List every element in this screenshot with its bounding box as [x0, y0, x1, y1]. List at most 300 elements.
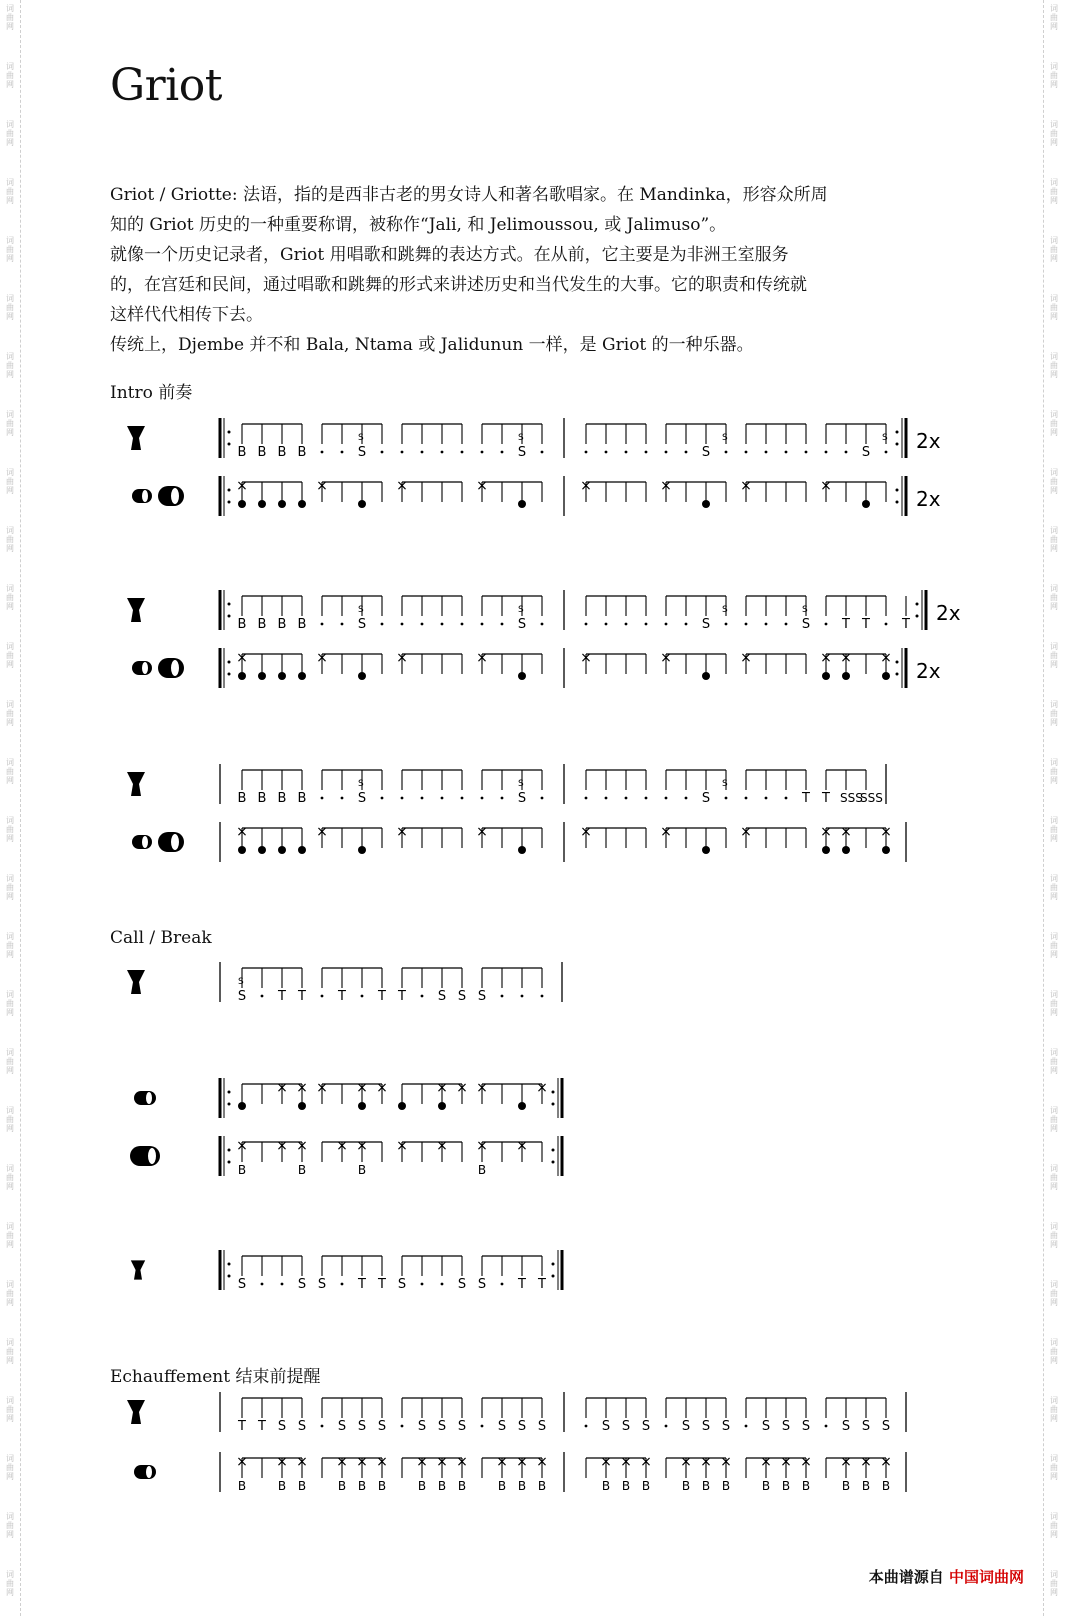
- stroke-label: S: [601, 1419, 611, 1434]
- rest-dot: [665, 797, 668, 800]
- bass-label: B: [601, 1479, 611, 1493]
- rest-dot: [501, 623, 504, 626]
- bass-label: B: [297, 1163, 307, 1177]
- rest-dot: [745, 451, 748, 454]
- repeat-end: [552, 1136, 563, 1176]
- bell-hit: ×: [660, 478, 672, 494]
- stroke-label: S: [357, 791, 367, 806]
- notation-svg: [120, 1250, 1000, 1310]
- stroke-label: T: [822, 791, 830, 806]
- bell-hit: ×: [740, 650, 752, 666]
- stroke-label: S: [881, 1419, 891, 1434]
- watermark-mark: 词 曲 网: [1050, 62, 1058, 89]
- stroke-label: S: [437, 989, 447, 1004]
- stroke-label: S: [297, 1277, 307, 1292]
- notation-row-call-dundun1: [120, 1078, 1000, 1138]
- bass-label: B: [801, 1479, 811, 1493]
- watermark-mark: 词 曲 网: [1050, 1106, 1058, 1133]
- notation-row-intro2-djembe: [120, 590, 1000, 650]
- stroke-label: B: [257, 617, 267, 632]
- stroke-label: B: [297, 617, 307, 632]
- flam-grace: S: [722, 779, 728, 789]
- stroke-label: S: [237, 1277, 247, 1292]
- description-line: 知的 Griot 历史的一种重要称谓，被称作“Jali, 和 Jelimoussou, 或 Jalimuso”。: [110, 215, 727, 235]
- drum-hit: [238, 672, 246, 680]
- rest-dot: [605, 623, 608, 626]
- rest-dot: [461, 623, 464, 626]
- watermark-mark: 词 曲 网: [1050, 526, 1058, 553]
- stroke-label: T: [378, 989, 386, 1004]
- drum-hit: [702, 846, 710, 854]
- djembe-icon: [127, 426, 145, 450]
- stroke-label: S: [317, 1277, 327, 1292]
- stroke-label: S: [517, 617, 527, 632]
- watermark-mark: 词 曲 网: [6, 758, 14, 785]
- watermark-mark: 词 曲 网: [1050, 642, 1058, 669]
- bell-hit: ×: [780, 1454, 792, 1470]
- drum-hit: [298, 1102, 306, 1110]
- bell-hit: ×: [476, 478, 488, 494]
- watermark-mark: 词 曲 网: [6, 1164, 14, 1191]
- stroke-label: S: [701, 445, 711, 460]
- section-call-label: Call / Break: [110, 928, 212, 948]
- stroke-label: S: [297, 1419, 307, 1434]
- bell-hit: ×: [580, 824, 592, 840]
- stroke-label: T: [902, 617, 910, 632]
- bell-hit: ×: [536, 1080, 548, 1096]
- bass-label: B: [357, 1163, 367, 1177]
- stroke-label: T: [298, 989, 306, 1004]
- bass-label: B: [781, 1479, 791, 1493]
- rest-dot: [845, 451, 848, 454]
- bell-hit: ×: [236, 478, 248, 494]
- watermark-mark: 词 曲 网: [1050, 1280, 1058, 1307]
- description-line: 就像一个历史记录者，Griot 用唱歌和跳舞的表达方式。在从前，它主要是为非洲王室服务: [110, 245, 789, 265]
- repeat-start: [220, 476, 231, 516]
- rest-dot: [785, 451, 788, 454]
- bell-hit: ×: [580, 478, 592, 494]
- flam-grace: S: [722, 433, 728, 443]
- bass-label: B: [537, 1479, 547, 1493]
- repeat-count: 2x: [916, 659, 941, 683]
- watermark-mark: 词 曲 网: [1050, 700, 1058, 727]
- bell-hit: ×: [276, 1454, 288, 1470]
- bass-label: B: [701, 1479, 711, 1493]
- drum-hit: [258, 672, 266, 680]
- watermark-mark: 词 曲 网: [6, 352, 14, 379]
- flam-grace: S: [358, 605, 364, 615]
- rest-dot: [885, 623, 888, 626]
- bass-label: B: [237, 1163, 247, 1177]
- description-line: 传统上，Djembe 并不和 Bala, Ntama 或 Jalidunun 一样，是 Griot 的一种乐器。: [110, 335, 754, 355]
- stroke-label: S: [701, 1419, 711, 1434]
- drum-hit: [882, 846, 890, 854]
- bell-hit: ×: [436, 1080, 448, 1096]
- watermark-mark: 词 曲 网: [1050, 178, 1058, 205]
- rest-dot: [421, 995, 424, 998]
- repeat-end: [896, 418, 907, 458]
- flam-grace: S: [802, 605, 808, 615]
- flam-grace: S: [358, 433, 364, 443]
- rest-dot: [765, 623, 768, 626]
- watermark-mark: 词 曲 网: [6, 468, 14, 495]
- watermark-mark: 词 曲 网: [6, 700, 14, 727]
- section-echauffement-label: Echauffement 结束前提醒: [110, 1367, 321, 1387]
- rest-dot: [541, 623, 544, 626]
- watermark-mark: 词 曲 网: [1050, 410, 1058, 437]
- rest-dot: [541, 451, 544, 454]
- stroke-label: S: [701, 791, 711, 806]
- watermark-mark: 词 曲 网: [1050, 816, 1058, 843]
- bass-label: B: [681, 1479, 691, 1493]
- watermark-mark: 词 曲 网: [6, 120, 14, 147]
- rest-dot: [605, 797, 608, 800]
- watermark-mark: 词 曲 网: [1050, 236, 1058, 263]
- rest-dot: [441, 451, 444, 454]
- bass-label: B: [761, 1479, 771, 1493]
- bell-hit: ×: [336, 1138, 348, 1154]
- rest-dot: [481, 451, 484, 454]
- watermark-mark: 词 曲 网: [1050, 1164, 1058, 1191]
- bass-label: B: [357, 1479, 367, 1493]
- watermark-mark: 词 曲 网: [1050, 990, 1058, 1017]
- rest-dot: [421, 623, 424, 626]
- notation-svg: [120, 962, 1000, 1022]
- drum-hit: [238, 846, 246, 854]
- repeat-start: [220, 648, 231, 688]
- stroke-label: B: [297, 445, 307, 460]
- flam-grace: S: [358, 779, 364, 789]
- watermark-mark: 词 曲 网: [6, 1338, 14, 1365]
- rest-dot: [441, 797, 444, 800]
- bell-hit: ×: [880, 650, 892, 666]
- bass-label: B: [841, 1479, 851, 1493]
- watermark-mark: 词 曲 网: [6, 874, 14, 901]
- rest-dot: [421, 1283, 424, 1286]
- watermark-mark: 词 曲 网: [6, 410, 14, 437]
- stroke-label: S: [477, 989, 487, 1004]
- stroke-label: S: [277, 1419, 287, 1434]
- watermark-mark: 词 曲 网: [6, 178, 14, 205]
- stroke-label: T: [842, 617, 850, 632]
- repeat-end: [552, 1250, 563, 1290]
- stroke-label: S: [377, 1419, 387, 1434]
- bell-hit: ×: [516, 1138, 528, 1154]
- stroke-label: B: [277, 791, 287, 806]
- repeat-start: [220, 1250, 231, 1290]
- watermark-mark: 词 曲 网: [1050, 874, 1058, 901]
- stroke-label: SSS: [840, 791, 863, 805]
- djembe-icon: [127, 970, 145, 994]
- bell-hit: ×: [336, 1454, 348, 1470]
- stroke-label: S: [357, 617, 367, 632]
- bell-hit: ×: [456, 1454, 468, 1470]
- drum-hit: [398, 1102, 406, 1110]
- watermark-mark: 词 曲 网: [1050, 758, 1058, 785]
- rest-dot: [725, 623, 728, 626]
- drum-hit: [882, 672, 890, 680]
- watermark-mark: 词 曲 网: [6, 1106, 14, 1133]
- rest-dot: [341, 623, 344, 626]
- watermark-mark: 词 曲 网: [6, 1396, 14, 1423]
- rest-dot: [441, 1283, 444, 1286]
- drum-hit: [702, 672, 710, 680]
- bell-hit: ×: [740, 824, 752, 840]
- flam-grace: S: [518, 605, 524, 615]
- repeat-end: [916, 590, 927, 630]
- bell-hit: ×: [516, 1454, 528, 1470]
- bell-hit: ×: [376, 1080, 388, 1096]
- bell-hit: ×: [316, 650, 328, 666]
- rest-dot: [541, 995, 544, 998]
- drum-hit: [822, 672, 830, 680]
- djembe-icon: [127, 772, 145, 796]
- rest-dot: [745, 1425, 748, 1428]
- stroke-label: S: [517, 445, 527, 460]
- description-line: Griot / Griotte: 法语，指的是西非古老的男女诗人和著名歌唱家。在 Mandinka，形容众所周: [110, 185, 828, 205]
- bell-hit: ×: [476, 1138, 488, 1154]
- stroke-label: T: [802, 791, 810, 806]
- stroke-label: T: [258, 1419, 266, 1434]
- watermark-mark: 词 曲 网: [1050, 468, 1058, 495]
- drum-hit: [702, 500, 710, 508]
- stroke-label: S: [861, 1419, 871, 1434]
- rest-dot: [381, 623, 384, 626]
- rest-dot: [825, 1425, 828, 1428]
- rest-dot: [281, 1283, 284, 1286]
- drum-hit: [258, 500, 266, 508]
- bass-label: B: [497, 1479, 507, 1493]
- rest-dot: [321, 995, 324, 998]
- rest-dot: [625, 623, 628, 626]
- bell-hit: ×: [476, 1080, 488, 1096]
- bell-hit: ×: [316, 1080, 328, 1096]
- bell-hit: ×: [860, 1454, 872, 1470]
- repeat-start: [220, 590, 231, 630]
- bell-hit: ×: [296, 1138, 308, 1154]
- watermark-mark: 词 曲 网: [6, 526, 14, 553]
- flam-grace: S: [238, 977, 244, 987]
- watermark-mark: 词 曲 网: [1050, 1396, 1058, 1423]
- rest-dot: [381, 797, 384, 800]
- repeat-count: 2x: [916, 487, 941, 511]
- watermark-mark: 词 曲 网: [6, 642, 14, 669]
- rest-dot: [745, 797, 748, 800]
- rest-dot: [805, 451, 808, 454]
- bell-hit: ×: [296, 1080, 308, 1096]
- bell-hit: ×: [840, 824, 852, 840]
- rest-dot: [825, 451, 828, 454]
- watermark-mark: 词 曲 网: [1050, 1338, 1058, 1365]
- watermark-mark: 词 曲 网: [1050, 1222, 1058, 1249]
- stroke-label: T: [862, 617, 870, 632]
- rest-dot: [825, 623, 828, 626]
- bell-hit: ×: [296, 1454, 308, 1470]
- page-title: Griot: [110, 60, 222, 111]
- bell-hit: ×: [880, 824, 892, 840]
- rest-dot: [885, 451, 888, 454]
- bell-hit: ×: [396, 824, 408, 840]
- rest-dot: [785, 797, 788, 800]
- notation-svg: [120, 1452, 1000, 1512]
- bell-hit: ×: [276, 1080, 288, 1096]
- stroke-label: S: [721, 1419, 731, 1434]
- rest-dot: [461, 797, 464, 800]
- bell-hit: ×: [700, 1454, 712, 1470]
- footer-site: 中国词曲网: [948, 1568, 1024, 1586]
- stroke-label: S: [357, 445, 367, 460]
- rest-dot: [481, 1425, 484, 1428]
- stroke-label: S: [701, 617, 711, 632]
- stroke-label: S: [237, 989, 247, 1004]
- rest-dot: [461, 451, 464, 454]
- bell-hit: ×: [416, 1454, 428, 1470]
- watermark-mark: 词 曲 网: [1050, 120, 1058, 147]
- bass-label: B: [297, 1479, 307, 1493]
- description-line: 的，在宫廷和民间，通过唱歌和跳舞的形式来讲述历史和当代发生的大事。它的职责和传统就: [110, 275, 807, 295]
- notation-row-intro3-dundun: [120, 822, 1000, 882]
- bass-label: B: [377, 1479, 387, 1493]
- bell-hit: ×: [456, 1080, 468, 1096]
- bass-label: B: [881, 1479, 891, 1493]
- stroke-label: S: [781, 1419, 791, 1434]
- repeat-count: 2x: [916, 429, 941, 453]
- stroke-label: T: [398, 989, 406, 1004]
- stroke-label: B: [297, 791, 307, 806]
- stroke-label: T: [518, 1277, 526, 1292]
- stroke-label: S: [801, 617, 811, 632]
- repeat-start: [220, 1136, 231, 1176]
- source-footer: [869, 1566, 1024, 1587]
- watermark-mark: 词 曲 网: [6, 1454, 14, 1481]
- bell-hit: ×: [496, 1454, 508, 1470]
- drum-hit: [862, 500, 870, 508]
- stroke-label: S: [801, 1419, 811, 1434]
- description-line: 这样代代相传下去。: [110, 305, 263, 325]
- notation-svg: [120, 1136, 1000, 1196]
- notation-row-call-djembe: [120, 962, 1000, 1022]
- bell-hit: ×: [880, 1454, 892, 1470]
- rest-dot: [501, 451, 504, 454]
- repeat-count: 2x: [936, 601, 961, 625]
- drum-hit: [822, 846, 830, 854]
- bell-hit: ×: [236, 1138, 248, 1154]
- stroke-label: B: [257, 791, 267, 806]
- bass-label: B: [517, 1479, 527, 1493]
- bell-hit: ×: [436, 1454, 448, 1470]
- watermark-mark: 词 曲 网: [1050, 4, 1058, 31]
- watermark-mark: 词 曲 网: [6, 584, 14, 611]
- drum-hit: [238, 500, 246, 508]
- rest-dot: [765, 797, 768, 800]
- bell-hit: ×: [476, 824, 488, 840]
- drum-hit: [518, 846, 526, 854]
- drum-hit: [238, 1102, 246, 1110]
- notation-row-call-dundun2: [120, 1136, 1000, 1196]
- dundun-small-icon: [134, 1091, 156, 1105]
- drum-hit: [278, 672, 286, 680]
- watermark-mark: 词 曲 网: [1050, 1454, 1058, 1481]
- bell-hit: ×: [820, 478, 832, 494]
- drum-hit: [298, 672, 306, 680]
- flam-grace: S: [882, 433, 888, 443]
- bell-hit: ×: [236, 650, 248, 666]
- notation-svg: [120, 418, 1000, 478]
- notation-row-intro1-dundun: [120, 476, 1000, 536]
- rest-dot: [401, 797, 404, 800]
- flam-grace: S: [518, 433, 524, 443]
- bell-hit: ×: [236, 1454, 248, 1470]
- rest-dot: [585, 797, 588, 800]
- bell-hit: ×: [620, 1454, 632, 1470]
- rest-dot: [645, 451, 648, 454]
- stroke-label: B: [277, 617, 287, 632]
- drum-hit: [278, 846, 286, 854]
- repeat-end: [552, 1078, 563, 1118]
- bell-hit: ×: [396, 650, 408, 666]
- drum-hit: [358, 1102, 366, 1110]
- rest-dot: [725, 797, 728, 800]
- drum-hit: [518, 672, 526, 680]
- rest-dot: [341, 1283, 344, 1286]
- stroke-label: T: [358, 1277, 366, 1292]
- drum-hit: [518, 1102, 526, 1110]
- watermark-mark: 词 曲 网: [1050, 1570, 1058, 1597]
- dundun-pair-icon: [132, 832, 184, 852]
- watermark-mark: 词 曲 网: [6, 4, 14, 31]
- notation-svg: [120, 764, 1000, 824]
- bell-hit: ×: [820, 824, 832, 840]
- drum-hit: [358, 672, 366, 680]
- drum-hit: [358, 846, 366, 854]
- rest-dot: [481, 623, 484, 626]
- stroke-label: T: [278, 989, 286, 1004]
- drum-hit: [358, 500, 366, 508]
- stroke-label: S: [357, 1419, 367, 1434]
- watermark-mark: 词 曲 网: [6, 1512, 14, 1539]
- bell-hit: ×: [316, 478, 328, 494]
- drum-hit: [298, 500, 306, 508]
- djembe-icon: [127, 598, 145, 622]
- rest-dot: [341, 797, 344, 800]
- watermark-mark: 词 曲 网: [6, 236, 14, 263]
- section-intro-label: Intro 前奏: [110, 383, 193, 403]
- watermark-mark: 词 曲 网: [6, 294, 14, 321]
- notation-row-ech-djembe: [120, 1392, 1000, 1452]
- bell-hit: ×: [236, 824, 248, 840]
- notation-svg: [120, 476, 1000, 536]
- rest-dot: [785, 623, 788, 626]
- rest-dot: [665, 451, 668, 454]
- rest-dot: [585, 623, 588, 626]
- bell-hit: ×: [376, 1454, 388, 1470]
- bell-hit: ×: [640, 1454, 652, 1470]
- dundun-pair-icon: [132, 658, 184, 678]
- rest-dot: [625, 797, 628, 800]
- bass-label: B: [437, 1479, 447, 1493]
- watermark-mark: 词 曲 网: [6, 1570, 14, 1597]
- bell-hit: ×: [536, 1454, 548, 1470]
- stroke-label: SSS: [860, 791, 883, 805]
- watermark-mark: 词 曲 网: [6, 932, 14, 959]
- rest-dot: [421, 797, 424, 800]
- bass-label: B: [641, 1479, 651, 1493]
- rest-dot: [341, 451, 344, 454]
- bell-hit: ×: [476, 650, 488, 666]
- rest-dot: [745, 623, 748, 626]
- dundun-large-icon: [130, 1146, 160, 1166]
- drum-hit: [278, 500, 286, 508]
